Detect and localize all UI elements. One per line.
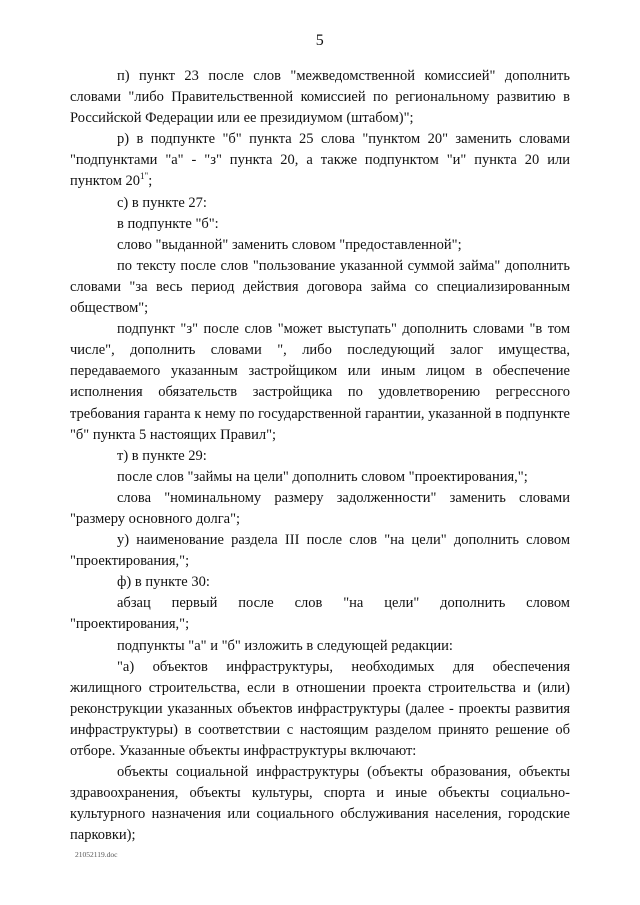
paragraph-u: у) наименование раздела III после слов "на цели" дополнить словом "проектирования,"; [70, 532, 570, 570]
paragraph-first-abzac: абзац первый после слов "на цели" дополнить словом "проектирования,"; [70, 595, 570, 633]
paragraph-subpoint-z: подпункт "з" после слов "может выступать" дополнить словами "в том числе", дополнить словами ", либо последующий залог имущества, передаваемого указанным застройщиком или иным лицом в обеспечение исполнения обязательств застройщика по удовлетворению регрессного требования гаранта к нему по государственной гарантии, указанной в подпункте "б" пункта 5 настоящих Правил"; [70, 321, 570, 443]
document-body [70, 66, 570, 846]
paragraph-subpoint-b: в подпункте "б": [117, 215, 219, 232]
page-number: 5 [315, 32, 325, 49]
paragraph-debt-size: слова "номинальному размеру задолженности" заменить словами "размеру основного долга"; [70, 489, 570, 527]
paragraph-r [70, 129, 570, 192]
paragraph-r-text: р) в подпункте "б" пункта 25 слова "пунктом 20" заменить словами "подпунктами "а" - "з" пункта 20, а также подпунктом "и" пункта 20 или пунктом 20 [70, 131, 570, 190]
paragraph-word-replace: слово "выданной" заменить словом "предоставленной"; [117, 236, 462, 253]
footer-filename: 21052119.doc [75, 850, 118, 859]
paragraph-loans-goal: после слов "займы на цели" дополнить словом "проектирования,"; [117, 468, 528, 485]
paragraph-social-infra: объекты социальной инфраструктуры (объекты образования, объекты здравоохранения, объекты культуры, спорта и иные объекты социально-культурного назначения или социального обслуживания населения, городские парковки); [70, 764, 570, 844]
paragraph-loan-text: по тексту после слов "пользование указанной суммой займа" дополнить словами "за весь период действия договора займа со специализированным обществом"; [70, 257, 570, 317]
paragraph-quote-a: "а) объектов инфраструктуры, необходимых для обеспечения жилищного строительства, если в отношении проекта строительства и (или) реконструкции указанных объектов инфраструктуры (далее - проекты развития инфраструктуры) в соответствии с настоящим разделом принято решение об отборе. Указанные объекты инфраструктуры включают: [70, 658, 570, 759]
paragraph-t: т) в пункте 29: [117, 447, 207, 464]
paragraph-subpoints-a-b: подпункты "а" и "б" изложить в следующей редакции: [117, 637, 453, 654]
paragraph-f: ф) в пункте 30: [117, 574, 210, 591]
superscript-mark: 1" [140, 171, 149, 182]
paragraph-r-end: ; [148, 173, 153, 190]
paragraph-p: п) пункт 23 после слов "межведомственной комиссией" дополнить словами "либо Правительственной комиссией по региональному развитию в Российской Федерации или ее президиумом (штабом)"; [70, 68, 570, 127]
paragraph-s: с) в пункте 27: [117, 194, 207, 211]
